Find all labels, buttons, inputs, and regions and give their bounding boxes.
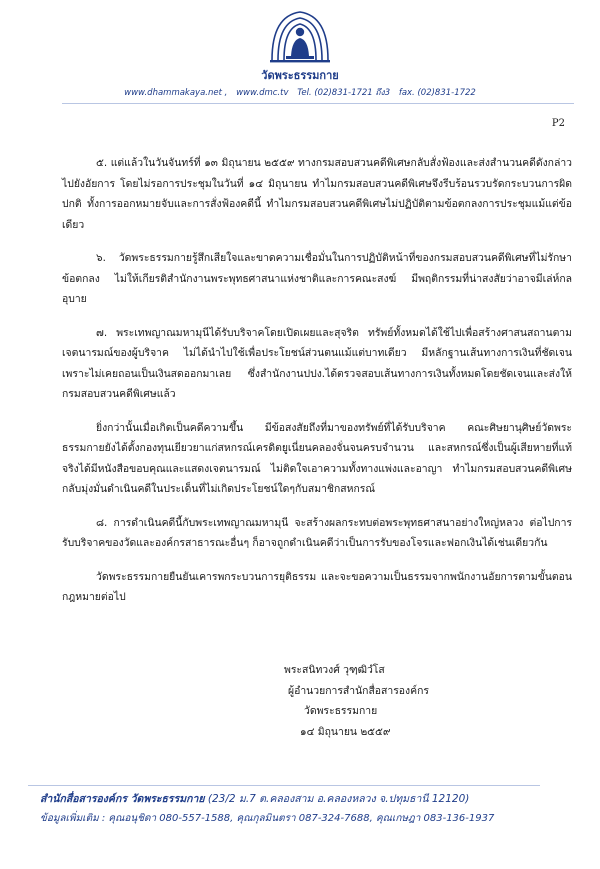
- paragraph: วัดพระธรรมกายยืนยันเคารพกระบวนการยุติธรรม และจะขอความเป็นธรรมจากพนักงานอัยการตามขั้นตอนกฎหมายต่อไป: [62, 570, 572, 603]
- signer-name: พระสนิทวงศ์ วุฑฺฒิวํโส: [284, 664, 385, 676]
- footer-contact-label: ข้อมูลเพิ่มเติม :: [40, 813, 106, 824]
- paragraph: ๗. พระเทพญาณมหามุนีได้รับบริจาคโดยเปิดเผยและสุจริต ทรัพย์ทั้งหมดได้ใช้ไปเพื่อสร้างศาสนสถานตามเจตนารมณ์ของผู้บริจาค ไม่ได้นำไปใช้เพื่อประโยชน์ส่วนตนแม้แต่บาทเดียว มีหลักฐานเส้นทางการเงินที่ชัดเจนเพราะไม่เคยถอนเป็นเงินสดออกมาเลย ซึ่งสำนักงานปปง.ได้ตรวจสอบเส้นทางการเงินทั้งหมดโดยชัดเจนและส่งให้กรมสอบสวนคดีพิเศษแล้ว: [62, 326, 572, 400]
- letter-date: ๑๔ มิถุนายน ๒๕๕๙: [300, 725, 391, 738]
- header-divider: [62, 103, 574, 104]
- footer-address: (23/2 ม.7 ต.คลองสาม อ.คลองหลวง จ.ปทุมธานี 12120): [207, 793, 470, 805]
- footer-divider: [28, 785, 540, 786]
- footer-office-row: [40, 789, 580, 809]
- website-link-1[interactable]: www.dhammakaya.net ,: [124, 88, 228, 98]
- paragraph: ๕. แต่แล้วในวันจันทร์ที่ ๑๓ มิถุนายน ๒๕๕๙ ทางกรมสอบสวนคดีพิเศษกลับสั่งฟ้องและส่งสำนวนคดีดังกล่าวไปยังอัยการ โดยไม่รอการประชุมในวันที่ ๑๔ มิถุนายน ทำไมกรมสอบสวนคดีพิเศษจึงรีบร้อนรวบรัดกระบวนการผิดปกติ ทั้งการออกหมายจับและการสั่งฟ้องคดีนี้ ทำไมกรมสอบสวนคดีพิเศษไม่ปฏิบัติตามข้อตกลงการประชุมแม้แต่ข้อเดียว: [62, 157, 572, 231]
- paragraph: ๖. วัดพระธรรมกายรู้สึกเสียใจและขาดความเชื่อมั่นในการปฏิบัติหน้าที่ของกรมสอบสวนคดีพิเศษที่ไม่รักษาข้อตกลง ไม่ให้เกียรติสำนักงานพระพุทธศาสนาแห่งชาติและการคณะสงฆ์ มีพฤติกรรมที่น่าสงสัยว่าอาจมีเล่ห์กลอุบาย: [62, 252, 572, 305]
- footer-office: สำนักสื่อสารองค์กร วัดพระธรรมกาย: [40, 793, 205, 805]
- temple-logo-icon: [264, 6, 336, 66]
- tel-text: Tel. (02)831-1721 ถึง3: [297, 88, 391, 98]
- footer-contact-row: [40, 809, 580, 829]
- paragraph: ๘. การดำเนินคดีนี้กับพระเทพญาณมหามุนี จะสร้างผลกระทบต่อพระพุทธศาสนาอย่างใหญ่หลวง ต่อไปการรับบริจาคของวัดและองค์กรสาธารณะอื่นๆ ก็อาจถูกดำเนินคดีว่าเป็นการรับของโจรและฟอกเงินได้เช่นเดียวกัน: [62, 516, 572, 549]
- org-name: วัดพระธรรมกาย: [261, 69, 339, 82]
- page-number: P2: [551, 118, 565, 129]
- footer: [40, 789, 580, 829]
- paragraph: ยิ่งกว่านั้นเมื่อเกิดเป็นคดีความขึ้น มีข้อสงสัยถึงที่มาของทรัพย์ที่ได้รับบริจาค คณะศิษยานุศิษย์วัดพระธรรมกายยังได้ตั้งกองทุนเยียวยาแก่สหกรณ์เครดิตยูเนี่ยนคลองจั่นจนครบจำนวน และสหกรณ์ซึ่งเป็นผู้เสียหายที่แท้จริงได้มีหนังสือขอบคุณและแสดงเจตนารมณ์ ไม่ติดใจเอาความทั้งทางแพ่งและอาญา ทำไมกรมสอบสวนคดีพิเศษกลับมุ่งมั่นดำเนินคดีในประเด็นที่ไม่เกิดประโยชน์ใดๆกับสมาชิกสหกรณ์: [62, 421, 572, 495]
- website-link-2[interactable]: www.dmc.tv: [236, 88, 289, 98]
- contact-line: [0, 85, 600, 99]
- footer-contact-1: คุณอนุชิดา 080-557-1588,: [108, 813, 234, 824]
- signature-block: [282, 660, 542, 742]
- fax-text: fax. (02)831-1722: [398, 88, 476, 98]
- footer-contact-2: คุณกุลมินตรา 087-324-7688,: [236, 813, 373, 824]
- signer-title: ผู้อำนวยการสำนักสื่อสารองค์กร: [288, 684, 429, 697]
- signer-org: วัดพระธรรมกาย: [304, 705, 378, 717]
- footer-contact-3: คุณเกษฎา 083-136-1937: [375, 813, 495, 824]
- letter-body: [62, 153, 572, 621]
